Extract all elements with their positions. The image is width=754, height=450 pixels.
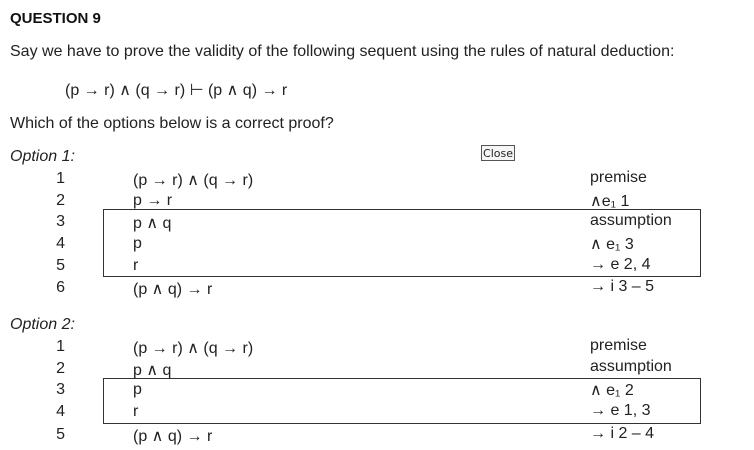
question-prompt: Say we have to prove the validity of the following sequent using the rules of natural deduction: <box>10 43 675 60</box>
option-1-rule: → e 2, 4 <box>590 256 651 273</box>
option-1-formula: p ∧ q <box>133 215 172 232</box>
option-2-line-number: 2 <box>56 360 65 377</box>
option-1-line-number: 2 <box>56 192 65 209</box>
question-text: Which of the options below is a correct proof? <box>10 115 334 132</box>
option-1-formula: r <box>133 257 139 274</box>
option-2-line-number: 1 <box>56 338 65 355</box>
option-1-line-number: 5 <box>56 257 65 274</box>
option-1-line-number: 4 <box>56 235 65 252</box>
option-1-rule: premise <box>590 169 647 186</box>
sequent-formula: (p → r) ∧ (q → r) ⊢ (p ∧ q) → r <box>65 82 288 99</box>
option-2-line-number: 4 <box>56 403 65 420</box>
option-2-rule: → e 1, 3 <box>590 402 651 419</box>
option-1-rule: ∧e₁ 1 <box>590 193 630 210</box>
option-2-label: Option 2: <box>10 316 75 333</box>
option-1-formula: p <box>133 235 142 252</box>
option-2-formula: p <box>133 381 142 398</box>
option-1-rule: → i 3 – 5 <box>590 278 655 295</box>
option-1-formula: (p ∧ q) → r <box>133 281 213 298</box>
option-2-formula: (p → r) ∧ (q → r) <box>133 340 254 357</box>
option-1-rule: ∧ e₁ 3 <box>590 236 634 253</box>
option-1-formula: p → r <box>133 192 173 209</box>
option-2-formula: r <box>133 403 139 420</box>
option-1-rule: assumption <box>590 212 672 229</box>
option-1-line-number: 6 <box>56 279 65 296</box>
option-2-formula: (p ∧ q) → r <box>133 428 213 445</box>
option-2-line-number: 5 <box>56 426 65 443</box>
option-2-rule: assumption <box>590 358 672 375</box>
option-2-rule: premise <box>590 337 647 354</box>
option-2-rule: ∧ e₁ 2 <box>590 382 634 399</box>
option-2-formula: p ∧ q <box>133 362 172 379</box>
option-1-formula: (p → r) ∧ (q → r) <box>133 172 254 189</box>
question-title: QUESTION 9 <box>10 10 101 27</box>
option-2-rule: → i 2 – 4 <box>590 425 655 442</box>
close-button[interactable]: Close <box>481 145 515 161</box>
option-2-line-number: 3 <box>56 381 65 398</box>
option-1-line-number: 3 <box>56 213 65 230</box>
option-1-label: Option 1: <box>10 148 75 165</box>
option-1-line-number: 1 <box>56 170 65 187</box>
